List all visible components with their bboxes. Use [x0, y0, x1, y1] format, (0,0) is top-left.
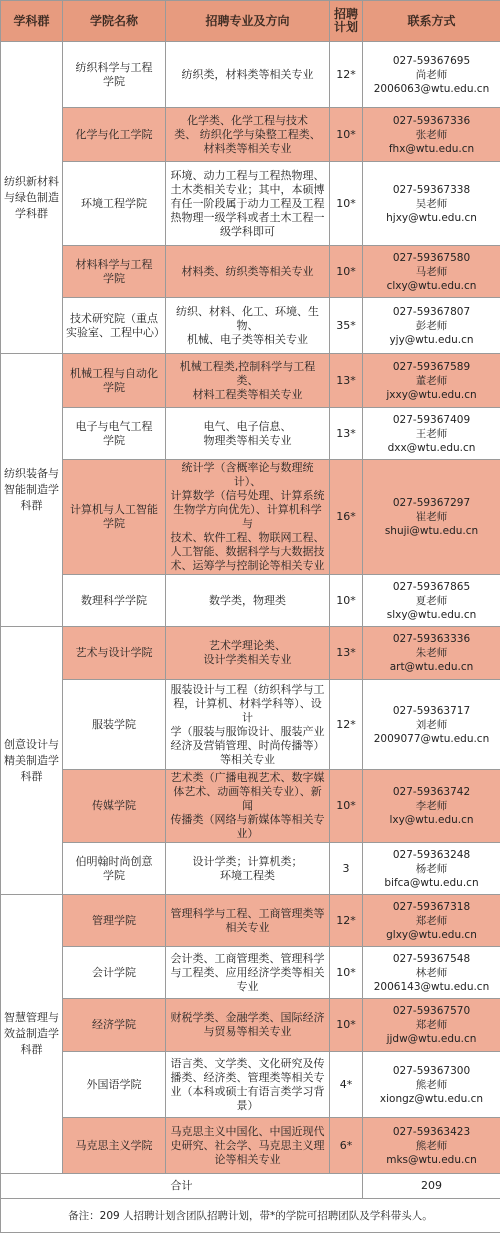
major-text: 艺术类（广播电视艺术、数字媒 体艺术、动画等相关专业）、新闻 传播类（网络与新媒体等相关专业）: [166, 770, 330, 843]
college-name: 传媒学院: [63, 770, 166, 843]
contact-info: 027-59363248 杨老师 bifca@wtu.edu.cn: [363, 843, 500, 895]
college-name: 计算机与人工智能 学院: [63, 460, 166, 575]
table-row: [1, 575, 500, 627]
plan-count: 35*: [330, 298, 363, 354]
college-name: 马克思主义学院: [63, 1118, 166, 1174]
note-text: 备注：209 人招聘计划含团队招聘计划，带*的学院可招聘团队及学科带头人。: [1, 1199, 500, 1233]
college-name: 环境工程学院: [63, 162, 166, 246]
group-name: 纺织装备与 智能制造学 科群: [1, 354, 63, 627]
contact-info: 027-59367409 王老师 dxx@wtu.edu.cn: [363, 408, 500, 460]
plan-count: 10*: [330, 999, 363, 1052]
table-row: [1, 460, 500, 575]
college-name: 材料科学与工程 学院: [63, 246, 166, 298]
contact-info: 027-59367297 崔老师 shuji@wtu.edu.cn: [363, 460, 500, 575]
header-group: 学科群: [1, 1, 63, 42]
table-row: [1, 680, 500, 770]
college-name: 经济学院: [63, 999, 166, 1052]
college-name: 电子与电气工程 学院: [63, 408, 166, 460]
plan-count: 10*: [330, 770, 363, 843]
major-text: 纺织类，材料类等相关专业: [166, 42, 330, 108]
table-row: [1, 843, 500, 895]
contact-info: 027-59363742 李老师 lxy@wtu.edu.cn: [363, 770, 500, 843]
header-contact: 联系方式: [363, 1, 500, 42]
major-text: 艺术学理论类、 设计学类相关专业: [166, 627, 330, 680]
table-header-row: [1, 1, 500, 42]
plan-count: 13*: [330, 627, 363, 680]
college-name: 纺织科学与工程 学院: [63, 42, 166, 108]
major-text: 纺织、材料、化工、环境、生物、 机械、电子类等相关专业: [166, 298, 330, 354]
major-text: 环境、动力工程与工程热物理、 土木类相关专业；其中，本硕博 有任一阶段属于动力工程及工程 热物理一级学科或者土木工程一 级学科即可: [166, 162, 330, 246]
contact-info: 027-59367807 彭老师 yjy@wtu.edu.cn: [363, 298, 500, 354]
contact-info: 027-59367695 尚老师 2006063@wtu.edu.cn: [363, 42, 500, 108]
major-text: 统计学（含概率论与数理统计）、 计算数学（信号处理、计算系统 生物学方向优先）、计算机科学与 技术、软件工程、物联网工程、 人工智能、数据科学与大数据技 术、运筹学与控制论等相关专业: [166, 460, 330, 575]
college-name: 艺术与设计学院: [63, 627, 166, 680]
college-name: 外国语学院: [63, 1052, 166, 1118]
header-major: 招聘专业及方向: [166, 1, 330, 42]
plan-count: 10*: [330, 162, 363, 246]
table-row: [1, 246, 500, 298]
plan-count: 12*: [330, 42, 363, 108]
contact-info: 027-59363423 熊老师 mks@wtu.edu.cn: [363, 1118, 500, 1174]
plan-count: 3: [330, 843, 363, 895]
major-text: 电气、电子信息、 物理类等相关专业: [166, 408, 330, 460]
contact-info: 027-59367318 郑老师 glxy@wtu.edu.cn: [363, 895, 500, 947]
college-name: 技术研究院（重点 实验室、工程中心）: [63, 298, 166, 354]
plan-count: 12*: [330, 680, 363, 770]
college-name: 服装学院: [63, 680, 166, 770]
contact-info: 027-59367548 林老师 2006143@wtu.edu.cn: [363, 947, 500, 999]
college-name: 会计学院: [63, 947, 166, 999]
table-row: [1, 627, 500, 680]
plan-count: 6*: [330, 1118, 363, 1174]
group-name: 创意设计与 精美制造学 科群: [1, 627, 63, 895]
contact-info: 027-59367300 熊老师 xiongz@wtu.edu.cn: [363, 1052, 500, 1118]
group-name: 智慧管理与 效益制造学 科群: [1, 895, 63, 1174]
plan-count: 10*: [330, 246, 363, 298]
total-value: 209: [363, 1174, 500, 1199]
college-name: 化学与化工学院: [63, 108, 166, 162]
plan-count: 12*: [330, 895, 363, 947]
table-row: [1, 108, 500, 162]
college-name: 数理科学学院: [63, 575, 166, 627]
contact-info: 027-59367570 郑老师 jjdw@wtu.edu.cn: [363, 999, 500, 1052]
table-body: [1, 42, 500, 1174]
contact-info: 027-59367580 马老师 clxy@wtu.edu.cn: [363, 246, 500, 298]
contact-info: 027-59367338 吴老师 hjxy@wtu.edu.cn: [363, 162, 500, 246]
table-row: [1, 162, 500, 246]
major-text: 机械工程类,控制科学与工程类、 材料工程类等相关专业: [166, 354, 330, 408]
table-row: [1, 42, 500, 108]
group-name: 纺织新材料 与绿色制造 学科群: [1, 42, 63, 354]
plan-count: 4*: [330, 1052, 363, 1118]
college-name: 管理学院: [63, 895, 166, 947]
major-text: 化学类、化学工程与技术 类、 纺织化学与染整工程类、 材料类等相关专业: [166, 108, 330, 162]
major-text: 语言类、文学类、文化研究及传 播类、经济类、管理类等相关专 业（本科或硕士有语言类学习背 景）: [166, 1052, 330, 1118]
contact-info: 027-59367336 张老师 fhx@wtu.edu.cn: [363, 108, 500, 162]
major-text: 数学类，物理类: [166, 575, 330, 627]
total-label: 合计: [1, 1174, 363, 1199]
major-text: 设计学类；计算机类； 环境工程类: [166, 843, 330, 895]
table-row: [1, 1052, 500, 1118]
table-row: [1, 770, 500, 843]
note-row: [1, 1199, 500, 1233]
table-row: [1, 354, 500, 408]
major-text: 服装设计与工程（纺织科学与工 程，计算机、材料学科等）、设计 学（服装与服饰设计、服装产业 经济及营销管理、时尚传播等） 等相关专业: [166, 680, 330, 770]
major-text: 财税学类、金融学类、国际经济 与贸易等相关专业: [166, 999, 330, 1052]
major-text: 会计类、工商管理类、管理科学 与工程类、应用经济学类等相关 专业: [166, 947, 330, 999]
table-row: [1, 298, 500, 354]
plan-count: 10*: [330, 108, 363, 162]
plan-count: 10*: [330, 947, 363, 999]
major-text: 材料类、纺织类等相关专业: [166, 246, 330, 298]
college-name: 机械工程与自动化 学院: [63, 354, 166, 408]
header-plan: 招聘 计划: [330, 1, 363, 42]
contact-info: 027-59367589 董老师 jxxy@wtu.edu.cn: [363, 354, 500, 408]
plan-count: 10*: [330, 575, 363, 627]
college-name: 伯明翰时尚创意 学院: [63, 843, 166, 895]
contact-info: 027-59363336 朱老师 art@wtu.edu.cn: [363, 627, 500, 680]
plan-count: 16*: [330, 460, 363, 575]
total-row: [1, 1174, 500, 1199]
major-text: 马克思主义中国化、中国近现代 史研究、社会学、马克思主义理 论等相关专业: [166, 1118, 330, 1174]
plan-count: 13*: [330, 354, 363, 408]
plan-count: 13*: [330, 408, 363, 460]
contact-info: 027-59363717 刘老师 2009077@wtu.edu.cn: [363, 680, 500, 770]
major-text: 管理科学与工程、工商管理类等 相关专业: [166, 895, 330, 947]
table-row: [1, 1118, 500, 1174]
table-row: [1, 999, 500, 1052]
header-college: 学院名称: [63, 1, 166, 42]
table-row: [1, 895, 500, 947]
table-row: [1, 408, 500, 460]
contact-info: 027-59367865 夏老师 slxy@wtu.edu.cn: [363, 575, 500, 627]
table-row: [1, 947, 500, 999]
